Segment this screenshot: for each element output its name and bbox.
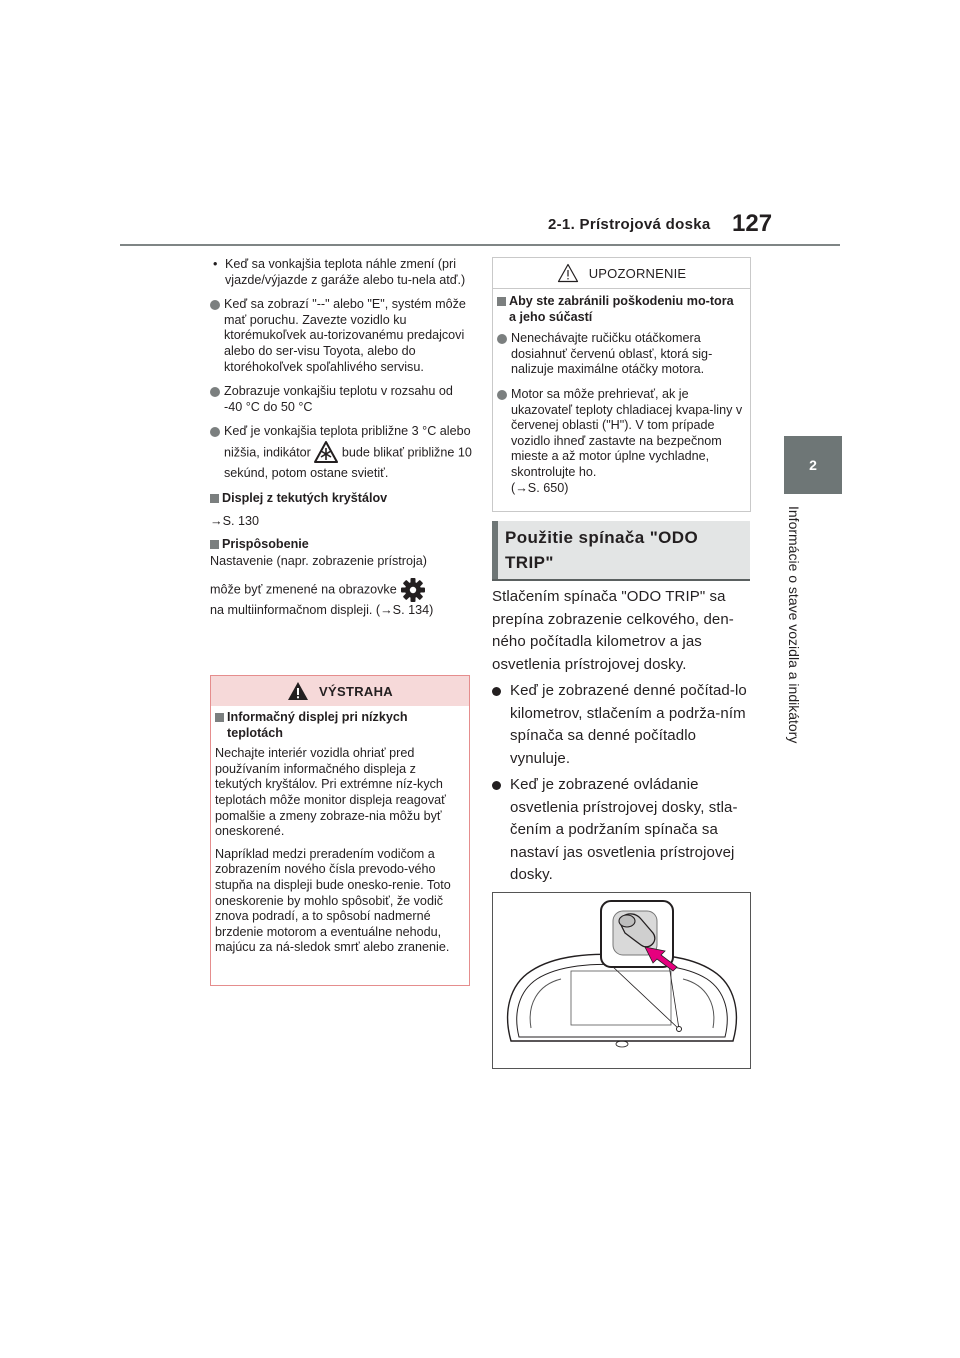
cluster-drawing (493, 893, 750, 1068)
caution-item: Motor sa môže prehrievať, ak je ukazovateľ teploty chladiacej kvapa-liny v červenej oblasti ("H"). V tom prípade vozidlo ihneď zastavte na bezpečnom mieste a až motor úplne vychladne, skontrolujte ho. (→S. 650) (497, 387, 744, 496)
sub-bullet-item: • Keď sa vonkajšia teplota náhle zmení (pri vjazde/výjazde z garáže alebo tu-nela atď.) (213, 257, 466, 287)
chapter-title: Informácie o stave vozidla a indikátory (786, 506, 802, 744)
cluster-illustration (492, 892, 751, 1069)
section-heading-bar (492, 521, 498, 579)
customize-text: môže byť zmenené na obrazovke na multiinformačnom displeji. (→S. 134) (210, 577, 472, 619)
left-column (210, 257, 472, 619)
chapter-title-vertical (786, 506, 812, 768)
list-item: Keď sa zobrazí "--" alebo "E", systém môže mať poruchu. Zavezte vozidlo ku ktorémukoľvek au-torizovanému predajcovi alebo do ser-visu Toyota, alebo do ktoréhokoľvek spoľahlivého servisu. (210, 297, 472, 375)
subheading-customize: Prispôsobenie (210, 537, 472, 553)
subheading-lcd: Displej z tekutých kryštálov (210, 491, 472, 507)
right-body (492, 586, 754, 887)
warning-title: VÝSTRAHA (319, 683, 393, 699)
bullet-dot-icon (497, 390, 507, 400)
warning-box (210, 675, 470, 986)
warning-paragraph: Nechajte interiér vozidla ohriať pred používaním informačného displeja z tekutých kryštálov. Pri extrémne níz-kych teplotách môže monitor displeja reagovať pomalšie a zmeny zobraze-nia môžu byť oneskorené. (215, 746, 446, 839)
list-item: Keď je vonkajšia teplota približne 3 °C alebo nižšia, indikátor bude blikať približne 10 sekúnd, potom ostane svietiť. (210, 424, 472, 481)
customize-text: Nastavenie (napr. zobrazenie prístroja) (210, 554, 428, 569)
warning-paragraph: Napríklad medzi preradením vodičom a zobrazením nového čísla prevodo-vého stupňa na displeji bude onesko-renie. Toto oneskorenie by mohlo spôsobiť, že vodič znova podradí, a to spôsobí nadmerné brzdenie motorom a eventuálne nehodu, majúcu za ná-sledok smrť alebo zranenie. (215, 846, 451, 955)
chapter-number: 2 (809, 457, 817, 473)
square-bullet-icon (210, 540, 219, 549)
list-item: Zobrazuje vonkajšiu teplotu v rozsahu od -40 °C do 50 °C (210, 384, 472, 415)
section-heading (492, 521, 750, 581)
bullet-dot-icon (210, 300, 220, 310)
settings-gear-icon (400, 577, 426, 603)
bullet-dot-icon (492, 687, 501, 696)
outside-temp-warning-icon (314, 440, 338, 466)
section-bullet: Keď je zobrazené denné počítad-lo kilometrov, stlačením a podrža-ním spínača sa denné počítadlo vynuluje. (492, 680, 754, 770)
bullet-dot-icon (210, 387, 220, 397)
section-heading-text: Použitie spínača "ODO TRIP" (505, 528, 699, 572)
section-intro: Stlačením spínača "ODO TRIP" sa prepína zobrazenie celkového, den-ného počítadla kilometrov a jas osvetlenia prístrojovej dosky. (492, 588, 734, 673)
warning-triangle-icon (287, 681, 309, 701)
square-bullet-icon (497, 297, 506, 306)
section-bullet: Keď je zobrazené ovládanie osvetlenia prístrojovej dosky, stla-čením a podržaním spínača sa nastaví jas osvetlenia prístrojovej dosky. (492, 774, 754, 887)
caution-triangle-icon (557, 263, 579, 283)
section-title: 2-1. Prístrojová doska (548, 216, 711, 233)
reference-link[interactable]: →S. 130 (210, 514, 260, 529)
bullet-dot-icon (492, 781, 501, 790)
header-rule (120, 244, 840, 246)
caution-title: UPOZORNENIE (588, 265, 687, 281)
chapter-tab (784, 436, 842, 494)
press-arrow-icon (643, 943, 681, 973)
page-number: 127 (732, 210, 773, 237)
square-bullet-icon (210, 494, 219, 503)
bullet-dot-icon (210, 427, 220, 437)
warning-header (211, 676, 469, 706)
caution-box (492, 257, 751, 512)
bullet-dot-icon (497, 334, 507, 344)
square-bullet-icon (215, 713, 224, 722)
warning-heading: Informačný displej pri nízkych teplotách (215, 710, 463, 741)
caution-heading: Aby ste zabránili poškodeniu mo-tora a jeho súčastí (497, 294, 744, 325)
caution-item: Nenechávajte ručičku otáčkomera dosiahnuť červenú oblasť, ktorá sig-nalizuje maximálne otáčky motora. (497, 331, 744, 378)
caution-header (493, 258, 750, 288)
